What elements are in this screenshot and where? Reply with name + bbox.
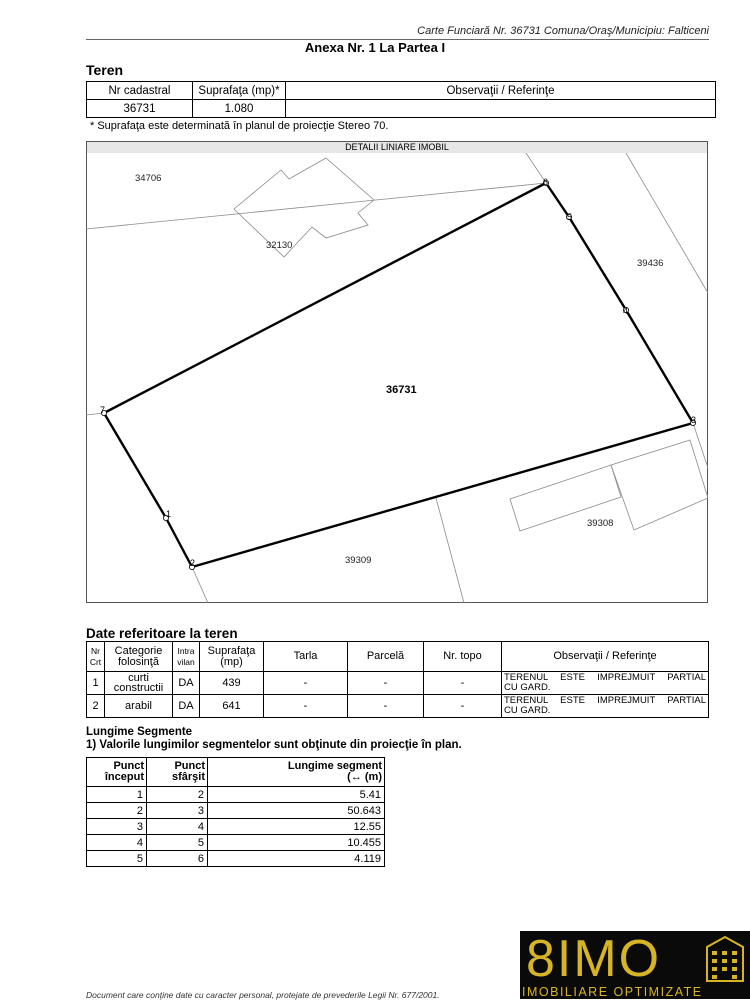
teren-table xyxy=(86,81,716,118)
cell-categorie: arabil xyxy=(105,695,173,718)
col-nr-crt: Nr Crt xyxy=(87,642,105,672)
point-label-3: 3 xyxy=(691,415,697,425)
cell-observatii xyxy=(502,695,709,718)
logo-wordmark: 8IMO xyxy=(526,931,662,988)
neighbor-building xyxy=(611,440,708,530)
segments-title xyxy=(86,726,462,752)
cell-intravilan: DA xyxy=(173,672,200,695)
point-label-1: 1 xyxy=(166,509,172,519)
obs-line-1: TERENUL ESTE IMPREJMUIT PARTIAL xyxy=(504,695,706,706)
cell-end: 5 xyxy=(147,835,208,851)
cell-nr-topo: - xyxy=(424,695,502,718)
neighbor-label-39436: 39436 xyxy=(637,258,664,269)
segments-table xyxy=(86,757,385,867)
table-header-row xyxy=(87,82,716,100)
neighbor-label-39309: 39309 xyxy=(345,555,372,566)
cell-start: 3 xyxy=(87,819,147,835)
cell-length: 5.41 xyxy=(208,787,385,803)
obs-line-2: CU GARD. xyxy=(504,682,551,693)
map-caption: DETALII LINIARE IMOBIL xyxy=(87,142,707,153)
table-row xyxy=(87,835,385,851)
col-lungime: Lungime segment (↔ (m) xyxy=(208,758,385,787)
point-label-6: 6 xyxy=(543,177,549,187)
col-observatii: Observaţii / Referinţe xyxy=(286,82,716,100)
col-observatii: Observaţii / Referinţe xyxy=(502,642,709,672)
teren-title: Teren xyxy=(86,62,124,78)
cell-end: 6 xyxy=(147,851,208,867)
col-nr-cadastral: Nr cadastral xyxy=(87,82,193,100)
neighbor-boundary xyxy=(693,423,708,468)
cell-end: 4 xyxy=(147,819,208,835)
cell-observatii xyxy=(286,100,716,118)
col-suprafata: Suprafaţa (mp)* xyxy=(193,82,286,100)
cell-observatii xyxy=(502,672,709,695)
col-intravilan: Intra vilan xyxy=(173,642,200,672)
cell-nr: 2 xyxy=(87,695,105,718)
building-icon xyxy=(703,933,747,983)
obs-line-2: CU GARD. xyxy=(504,705,551,716)
col-nr-topo: Nr. topo xyxy=(424,642,502,672)
cell-categorie: curti constructii xyxy=(105,672,173,695)
logo-tagline: IMOBILIARE OPTIMIZATE xyxy=(522,985,703,999)
neighbor-boundary xyxy=(626,153,708,293)
parcel-map xyxy=(86,153,708,603)
cell-parcela: - xyxy=(348,695,424,718)
table-row xyxy=(87,851,385,867)
cell-start: 4 xyxy=(87,835,147,851)
projection-note: * Suprafaţa este determinată în planul de proiecţie Stereo 70. xyxy=(90,120,389,132)
table-row xyxy=(87,695,709,718)
segments-heading: Lungime Segmente xyxy=(86,726,193,738)
annex-title: Anexa Nr. 1 La Partea I xyxy=(304,40,446,55)
cell-suprafata: 1.080 xyxy=(193,100,286,118)
cell-nr-cadastral: 36731 xyxy=(87,100,193,118)
cell-end: 2 xyxy=(147,787,208,803)
neighbor-boundary xyxy=(86,183,546,229)
point-label-4: 4 xyxy=(623,306,629,316)
cell-nr: 1 xyxy=(87,672,105,695)
cell-suprafata: 439 xyxy=(200,672,264,695)
parcel-label: 36731 xyxy=(386,384,417,396)
cell-length: 12.55 xyxy=(208,819,385,835)
cell-start: 2 xyxy=(87,803,147,819)
table-row xyxy=(87,803,385,819)
col-tarla: Tarla xyxy=(264,642,348,672)
col-parcela: Parcelă xyxy=(348,642,424,672)
agency-logo xyxy=(520,931,750,999)
point-label-5: 5 xyxy=(567,212,573,222)
privacy-footer: Document care conţine date cu caracter personal, protejate de prevederile Legii Nr. 677/2001. xyxy=(86,990,440,1000)
carte-funciara-header: Carte Funciară Nr. 36731 Comuna/Oraş/Municipiu: Falticeni xyxy=(417,25,709,37)
neighbor-boundary xyxy=(436,498,464,603)
col-suprafata: Suprafaţa (mp) xyxy=(200,642,264,672)
point-label-7: 7 xyxy=(100,405,106,415)
cell-end: 3 xyxy=(147,803,208,819)
col-punct-inceput: Punct început xyxy=(87,758,147,787)
neighbor-boundary xyxy=(192,567,208,603)
cell-length: 10.455 xyxy=(208,835,385,851)
neighbor-label-34706: 34706 xyxy=(135,173,162,184)
col-categorie: Categorie folosinţă xyxy=(105,642,173,672)
col-punct-sfarsit: Punct sfârşit xyxy=(147,758,208,787)
cell-length: 4.119 xyxy=(208,851,385,867)
table-header-row xyxy=(87,758,385,787)
cell-tarla: - xyxy=(264,672,348,695)
cell-suprafata: 641 xyxy=(200,695,264,718)
neighbor-label-39308: 39308 xyxy=(587,518,614,529)
table-row xyxy=(87,787,385,803)
date-ref-table xyxy=(86,641,709,718)
obs-line-1: TERENUL ESTE IMPREJMUIT PARTIAL xyxy=(504,672,706,683)
cell-nr-topo: - xyxy=(424,672,502,695)
segments-subtitle: 1) Valorile lungimilor segmentelor sunt obţinute din proiecţie în plan. xyxy=(86,739,462,751)
table-row xyxy=(87,672,709,695)
cell-length: 50.643 xyxy=(208,803,385,819)
neighbor-label-32130: 32130 xyxy=(266,240,293,251)
date-ref-title: Date referitoare la teren xyxy=(86,626,238,641)
table-row xyxy=(87,100,716,118)
table-row xyxy=(87,819,385,835)
table-header-row xyxy=(87,642,709,672)
cell-parcela: - xyxy=(348,672,424,695)
cell-intravilan: DA xyxy=(173,695,200,718)
parcel-boundary xyxy=(104,183,693,567)
cell-tarla: - xyxy=(264,695,348,718)
cell-start: 5 xyxy=(87,851,147,867)
cell-start: 1 xyxy=(87,787,147,803)
point-label-2: 2 xyxy=(190,558,196,568)
